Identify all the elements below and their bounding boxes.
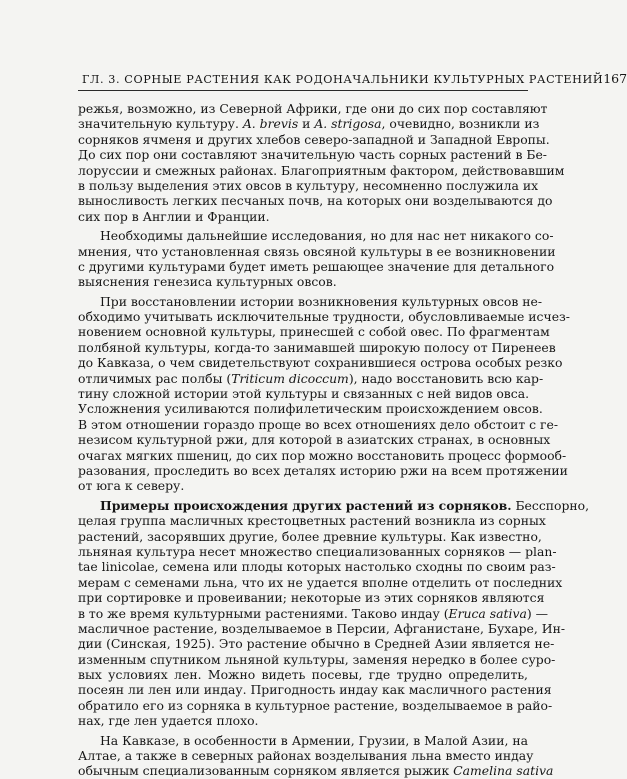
text-line: При восстановлении истории возникновения культурных овсов не- (100, 293, 543, 309)
paragraph-3 (78, 293, 570, 494)
text-line: полбяной культуры, когда-то занимавшей широкую полосу от Пиренеев (78, 339, 556, 355)
species-name: A. brevis (242, 116, 299, 132)
species-name: Triticum dicoccum (231, 370, 349, 386)
text-line: дии (Синская, 1925). Это растение обычно в Средней Азии является не- (78, 636, 555, 652)
chapter-title: ГЛ. 3. СОРНЫЕ РАСТЕНИЯ КАК РОДОНАЧАЛЬНИКИ КУЛЬТУРНЫХ РАСТЕНИЙ (82, 73, 604, 86)
running-header (82, 71, 627, 87)
paragraph-5 (78, 732, 554, 779)
text-line: нах, где лен удается плохо. (78, 713, 259, 729)
text-line: с другими культурами будет иметь решающее значение для детального (78, 258, 555, 274)
species-name: Eruca sativa (448, 605, 527, 621)
text-line: Алтае, а также в северных районах возделывания льна вместо индау (78, 748, 534, 764)
paragraph-2 (78, 228, 556, 290)
text-line: обходимо учитывать исключительные трудности, обусловливаемые исчез- (78, 309, 570, 325)
text-line: обычным специализованным сорняком является рыжик Camelina sativa (78, 763, 554, 779)
text-line: выяснения генезиса культурных овсов. (78, 274, 337, 290)
text-line: сих пор в Англии и Франции. (78, 208, 270, 224)
text-line: мнения, что установленная связь овсяной культуры в ее возникновении (78, 243, 556, 259)
text-line: обратило его из сорняка в культурное растение, возделываемое в райо- (78, 697, 553, 713)
paragraph-4 (78, 497, 590, 729)
text-line: очагах мягких пшениц, до сих пор можно восстановить процесс формооб- (78, 447, 567, 463)
paragraph-1 (78, 101, 565, 224)
text-line: вых условиях лен. Можно видеть посевы, где трудно определить, (78, 667, 528, 683)
text-line: от юга к северу. (78, 478, 185, 494)
text-line: новением основной культуры, принесшей с собой овес. По фрагментам (78, 324, 550, 340)
text-line: в пользу выделения этих овсов в культуру, несомненно послужила их (78, 177, 539, 193)
text-line: Усложнения усиливаются полифилетическим происхождением овсов. (78, 401, 543, 417)
text-line: целая группа масличных крестоцветных растений возникла из сорных (78, 513, 546, 529)
text-line: tae linicolae, семена или плоды которых настолько сходны по своим раз- (78, 559, 556, 575)
text-line: На Кавказе, в особенности в Армении, Грузии, в Малой Азии, на (100, 732, 528, 748)
text-line: значительную культуру. A. brevis и A. strigosa, очевидно, возникли из (78, 116, 540, 132)
text-line: сорняков ячменя и других хлебов северо-западной и Западной Европы. (78, 131, 550, 147)
text-line: льняная культура несет множество специализованных сорняков — plan- (78, 543, 557, 559)
page-number: 167 (603, 71, 627, 86)
text-line: Необходимы дальнейшие исследования, но для нас нет никакого со- (100, 228, 554, 244)
text-line: изменным спутником льняной культуры, заменяя нередко в более суро- (78, 651, 556, 667)
text-line: посеян ли лен или индау. Пригодность индау как масличного растения (78, 682, 552, 698)
body-text (78, 101, 590, 779)
text-line: мерам с семенами льна, что их не удается вполне отделить от последних (78, 574, 563, 590)
text-line: тину сложной истории этой культуры и связанных с ней видов овса. (78, 386, 530, 402)
text-line: Примеры происхождения других растений из сорняков. Бесспорно, (100, 497, 590, 513)
species-name: Camelina sativa (453, 763, 554, 779)
text-line: выносливость легких песчаных почв, на которых они возделываются до (78, 193, 553, 209)
text-line: отличимых рас полбы (Triticum dicoccum), надо восстановить всю кар- (78, 370, 544, 386)
text-line: До сих пор они составляют значительную часть сорных растений в Бе- (78, 147, 547, 163)
text-line: В этом отношении гораздо проще во всех отношениях дело обстоит с ге- (78, 416, 559, 432)
text-line: лоруссии и смежных районах. Благоприятным фактором, действовавшим (78, 162, 565, 178)
text-line: растений, засорявших другие, более древние культуры. Как известно, (78, 528, 542, 544)
text-line: до Кавказа, о чем свидетельствуют сохранившиеся острова особых резко (78, 355, 563, 371)
text-line: незисом культурной ржи, для которой в азиатских странах, в основных (78, 432, 551, 448)
header-rule (78, 90, 528, 91)
text-line: разования, проследить во всех деталях историю ржи на всем протяжении (78, 462, 568, 478)
text-line: режья, возможно, из Северной Африки, где они до сих пор составляют (78, 101, 548, 116)
section-heading: Примеры происхождения других растений из сорняков. (100, 497, 512, 513)
species-name: A. strigosa (314, 116, 382, 132)
text-line: при сортировке и провеивании; некоторые из этих сорняков являются (78, 590, 545, 606)
text-line: в то же время культурными растениями. Таково индау (Eruca sativa) — (78, 605, 549, 621)
text-line: масличное растение, возделываемое в Персии, Афганистане, Бухаре, Ин- (78, 620, 566, 636)
